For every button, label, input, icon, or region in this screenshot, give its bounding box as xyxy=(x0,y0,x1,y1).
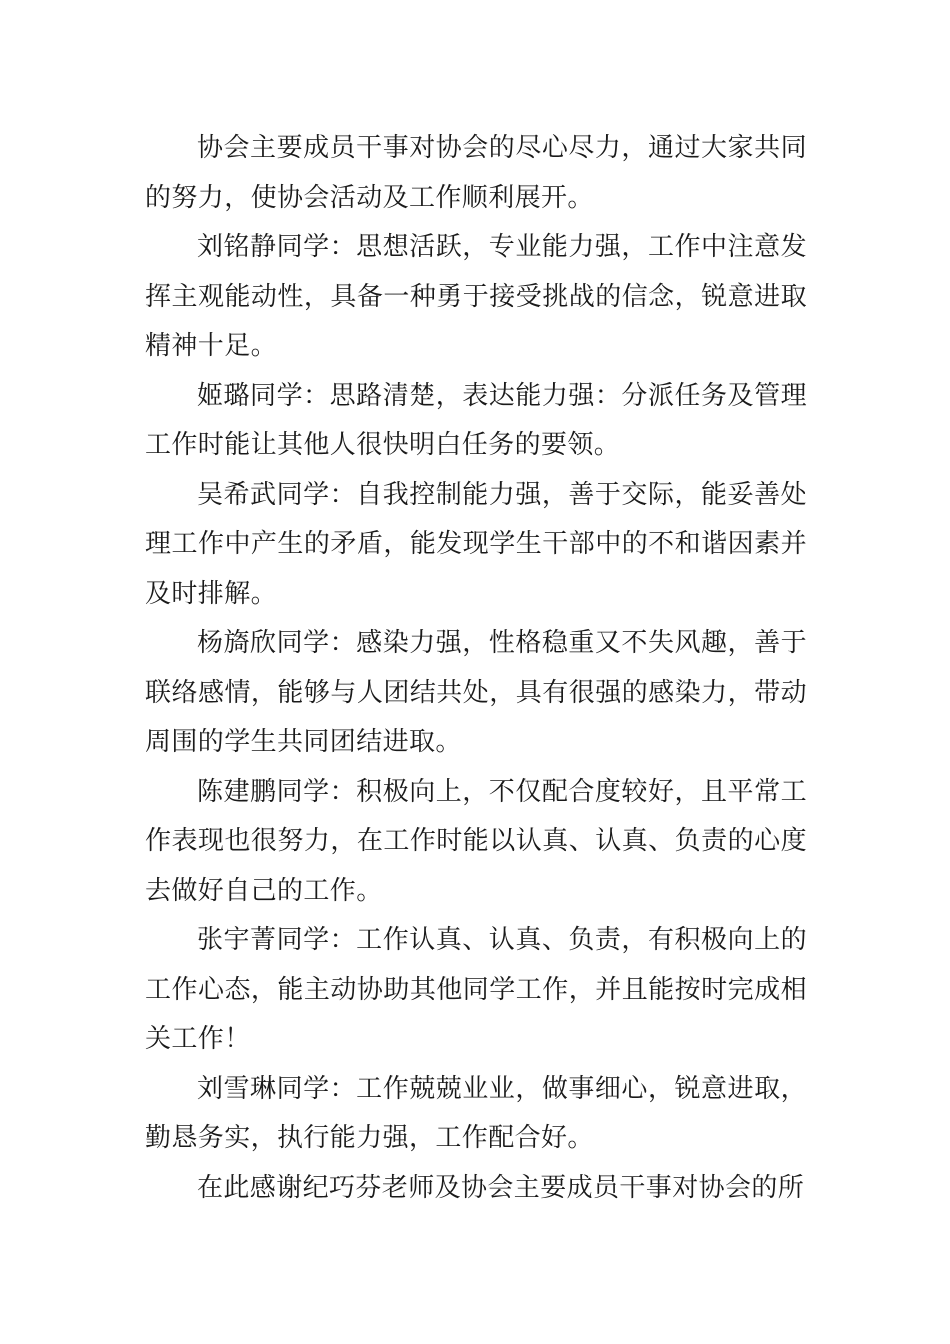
paragraph-thanks: 在此感谢纪巧芬老师及协会主要成员干事对协会的所 xyxy=(197,1172,805,1203)
paragraph-member-liu-mingjing: 刘铭静同学：思想活跃，专业能力强，工作中注意发挥主观能动性，具备一种勇于接受挑战的信念，锐意进取精神十足。 xyxy=(145,232,807,361)
paragraph-intro: 协会主要成员干事对协会的尽心尽力，通过大家共同的努力，使协会活动及工作顺利展开。 xyxy=(145,133,807,213)
paragraph-member-wu-xiwu: 吴希武同学：自我控制能力强，善于交际，能妥善处理工作中产生的矛盾，能发现学生干部中的不和谐因素并及时排解。 xyxy=(145,479,807,609)
document-body xyxy=(145,124,807,1213)
paragraph-member-zhang-yujing: 张宇菁同学：工作认真、认真、负责，有积极向上的工作心态，能主动协助其他同学工作，并且能按时完成相关工作！ xyxy=(145,925,807,1054)
paragraph-member-yang-yixin: 杨旖欣同学：感染力强，性格稳重又不失风趣，善于联络感情，能够与人团结共处，具有很强的感染力，带动周围的学生共同团结进取。 xyxy=(145,628,807,757)
paragraph-member-liu-xuelin: 刘雪琳同学：工作兢兢业业，做事细心，锐意进取，勤恳务实，执行能力强，工作配合好。 xyxy=(145,1073,807,1153)
paragraph-member-chen-jianpeng: 陈建鹏同学：积极向上，不仅配合度较好，且平常工作表现也很努力，在工作时能以认真、认真、负责的心度去做好自己的工作。 xyxy=(145,776,807,906)
paragraph-member-ji-lu: 姬璐同学：思路清楚，表达能力强：分派任务及管理工作时能让其他人很快明白任务的要领。 xyxy=(145,380,807,460)
